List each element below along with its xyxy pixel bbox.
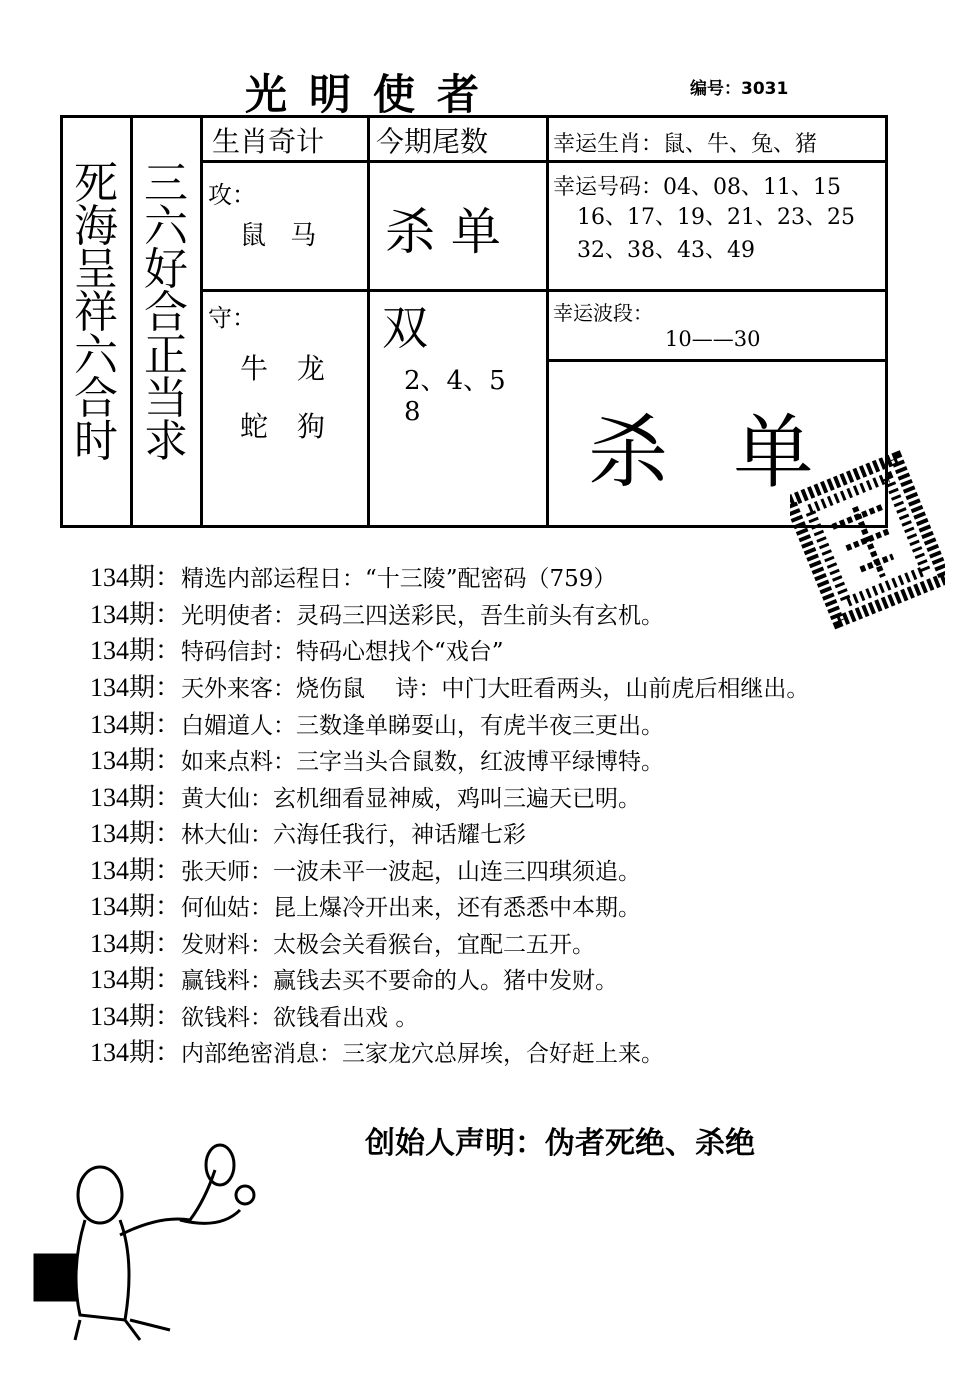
defend-label: 守： <box>208 304 256 332</box>
list-item: 134期：黄大仙：玄机细看显神威，鸡叫三遍天已明。 <box>90 783 642 812</box>
list-item: 134期：光明使者：灵码三四送彩民，吾生前头有玄机。 <box>90 600 665 629</box>
list-item: 134期：张天师：一波未平一波起，山连三四琪须追。 <box>90 856 642 885</box>
lucky-numbers-2: 16、17、19、21、23、25 <box>577 205 855 230</box>
tail-numbers-1: 2、4、5 <box>404 366 506 396</box>
founder-statement: 创始人声明：伪者死绝、杀绝 <box>365 1126 755 1161</box>
zodiac-header: 生肖奇计 <box>212 125 325 158</box>
list-item: 134期：赢钱料：赢钱去买不要命的人。猪中发财。 <box>90 965 619 994</box>
list-item: 134期：特码信封：特码心想找个“戏台” <box>90 636 504 665</box>
divider <box>546 115 549 528</box>
divider <box>200 289 888 292</box>
divider <box>200 115 203 528</box>
list-item: 134期：天外来客：烧伤鼠 诗：中门大旺看两头，山前虎后相继出。 <box>90 673 810 702</box>
attack-animals: 鼠 马 <box>240 221 325 251</box>
list-item: 134期：何仙姑：昆上爆冷开出来，还有悉悉中本期。 <box>90 892 642 921</box>
side-verse-left: 死海呈祥六合时 <box>74 158 118 467</box>
defend-animals-1: 牛 龙 <box>240 352 335 385</box>
defend-animals-2: 蛇 狗 <box>240 410 335 443</box>
list-item: 134期：欲钱料：欲钱看出戏 。 <box>90 1002 419 1031</box>
serial-number: 编号：3031 <box>690 79 789 99</box>
wave-range: 10——30 <box>665 327 761 351</box>
divider <box>200 160 888 163</box>
lucky-numbers-3: 32、38、43、49 <box>577 238 755 263</box>
side-verse-right: 三六好合正当求 <box>144 158 188 467</box>
lucky-numbers: 幸运号码：04、08、11、15 <box>553 175 841 200</box>
list-item: 134期：如来点料：三字当头合鼠数，红波博平绿博特。 <box>90 746 665 775</box>
list-item: 134期：内部绝密消息：三家龙穴总屏埃，合好赶上来。 <box>90 1038 665 1067</box>
list-item: 134期：精选内部运程日：“十三陵”配密码（759） <box>90 563 617 592</box>
list-item: 134期：发财料：太极会关看猴台，宜配二五开。 <box>90 929 596 958</box>
tail-numbers-2: 8 <box>404 397 421 427</box>
divider <box>546 359 888 362</box>
page-title: 光明使者 <box>245 70 502 119</box>
tail-header: 今期尾数 <box>376 125 489 158</box>
seal-stamp-icon <box>790 445 945 635</box>
divider <box>130 115 133 528</box>
double-label: 双 <box>382 301 428 355</box>
lucky-zodiac: 幸运生肖：鼠、牛、兔、猪 <box>553 132 818 157</box>
cartoon-illustration-icon <box>30 1140 270 1350</box>
list-item: 134期：林大仙：六海任我行，神话耀七彩 <box>90 819 527 848</box>
list-item: 134期：白媚道人：三数逢单睇耍山，有虎半夜三更出。 <box>90 710 665 739</box>
wave-label: 幸运波段： <box>553 301 653 325</box>
attack-label: 攻： <box>208 181 256 209</box>
divider <box>367 115 370 528</box>
kill-single-big: 杀 单 <box>588 406 834 499</box>
kill-single-label: 杀 单 <box>385 203 501 261</box>
